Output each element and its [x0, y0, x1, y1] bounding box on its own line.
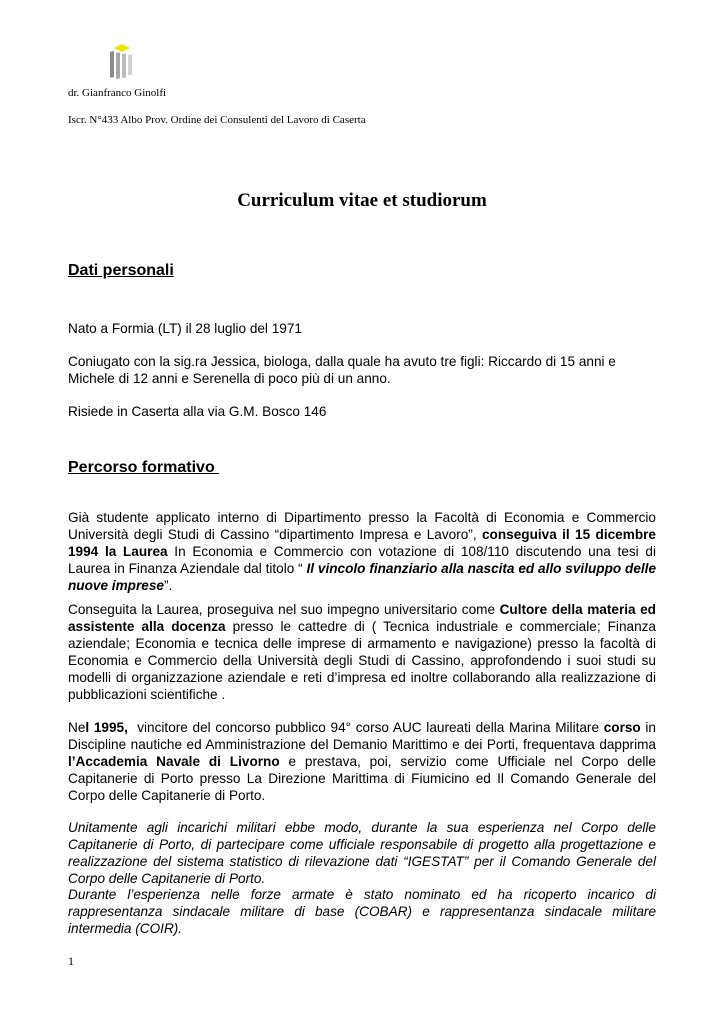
section-heading-education: Percorso formativo	[68, 459, 220, 476]
birth-info: Nato a Formia (LT) il 28 luglio del 1971	[68, 321, 302, 336]
paragraph-degree: Già studente applicato interno di Dipartimento presso la Facoltà di Economia e Commercio Università degli Studi di Cassino “dipartimento Impresa e Lavoro”, conseguiva il 15 dicembre 1994 la Laurea In Economia e Commercio con votazione di 108/110 discutendo una tesi di Laurea in Finanza Aziendale dal titolo “ Il vincolo finanziario alla nascita ed allo sviluppo delle nuove imprese”.	[68, 510, 657, 593]
stacked-pages-logo-icon	[108, 42, 142, 82]
family-info: Coniugato con la sig.ra Jessica, biologa, dalla quale ha avuto tre figli: Riccardo di 15 anni e Michele di 12 anni e Serenella di poco più di un anno.	[68, 354, 616, 386]
document-title: Curriculum vitae et studiorum	[237, 190, 487, 211]
page-number: 1	[68, 954, 74, 968]
paragraph-navy-service: Nel 1995, vincitore del concorso pubblico 94° corso AUC laureati della Marina Militare corso in Discipline nautiche ed Amministrazione del Demanio Marittimo e dei Porti, frequentava dapprima l’Accademia Navale di Livorno e prestava, poi, servizio come Ufficiale nel Corpo delle Capitanerie di Porto presso La Direzione Marittima di Fiumicino ed Il Comando Generale del Corpo delle Capitanerie di Porto.	[68, 720, 656, 803]
paragraph-igestat-project: Unitamente agli incarichi militari ebbe modo, durante la sua esperienza nel Corpo delle Capitanerie di Porto, di partecipare come ufficiale responsabile di progetto alla progettazione e realizzazione del sistema statistico di rilevazione dati “IGESTAT” per il Comando Generale del Corpo delle Capitanerie di Porto.	[68, 820, 656, 886]
paragraph-university-role: Conseguita la Laurea, proseguiva nel suo impegno universitario come Cultore della materia ed assistente alla docenza presso le cattedre di ( Tecnica industriale e commerciale; Finanza aziendale; Economia e tecnica delle imprese di armamento e navigazione) presso la facoltà di Economia e Commercio della Università degli Studi di Cassino, approfondendo i suoi studi su modelli di organizzazione aziendale e reti d’impresa ed inoltre collaborando alla realizzazione di pubblicazioni scientifiche .	[68, 602, 656, 702]
paragraph-union-representation: Durante l’esperienza nelle forze armate è stato nominato ed ha ricoperto incarico di rappresentanza sindacale militare di base (COBAR) e rappresentanza sindacale militare intermedia (COIR).	[68, 887, 656, 936]
residence-info: Risiede in Caserta alla via G.M. Bosco 146	[68, 404, 327, 419]
section-heading-personal: Dati personali	[68, 262, 174, 279]
author-name: dr. Gianfranco Ginolfi	[68, 87, 167, 99]
registration-line: Iscr. N°433 Albo Prov. Ordine dei Consulenti del Lavoro di Caserta	[68, 114, 366, 126]
